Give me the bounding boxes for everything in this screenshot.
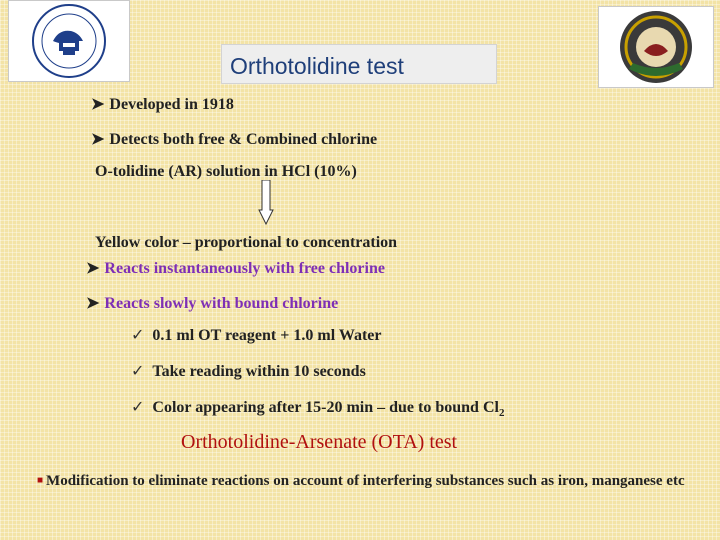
result-line: Yellow color – proportional to concentration	[95, 234, 398, 251]
square-bullet-icon: ■	[37, 475, 44, 486]
check-reading-text: Take reading within 10 seconds	[152, 363, 366, 380]
check-color-subscript: 2	[498, 407, 505, 420]
reagent-line: O-tolidine (AR) solution in HCl (10%)	[95, 163, 357, 180]
down-arrow-icon	[258, 180, 274, 231]
ota-note	[37, 470, 709, 492]
bullet-developed-text: Developed in 1918	[109, 96, 234, 113]
arrow-bullet-icon: ➤	[86, 260, 100, 277]
arrow-bullet-icon: ➤	[91, 131, 105, 148]
bullet-detects-text: Detects both free & Combined chlorine	[109, 131, 378, 148]
check-mark-icon: ✓	[131, 363, 145, 380]
bullet-slow	[86, 293, 338, 313]
bullet-instant	[86, 258, 385, 278]
title-box	[221, 44, 497, 84]
check-mark-icon: ✓	[131, 399, 145, 416]
check-mark-icon: ✓	[131, 327, 145, 344]
ota-heading: Orthotolidine-Arsenate (OTA) test	[181, 431, 458, 453]
bullet-detects	[91, 129, 377, 149]
arrow-bullet-icon: ➤	[86, 295, 100, 312]
ota-note-text: Modification to eliminate reactions on account of interfering substances such as iron, manganese etc	[46, 473, 685, 489]
arrow-bullet-icon: ➤	[91, 96, 105, 113]
icar-logo	[8, 0, 130, 82]
check-reagent-text: 0.1 ml OT reagent + 1.0 ml Water	[152, 327, 382, 344]
college-logo	[598, 6, 714, 88]
bullet-developed	[91, 94, 234, 114]
bullet-instant-text: Reacts instantaneously with free chlorine	[104, 260, 385, 277]
check-reagent	[131, 325, 382, 345]
slide-title: Orthotolidine test	[230, 53, 404, 79]
bullet-slow-text: Reacts slowly with bound chlorine	[104, 295, 339, 312]
check-color	[131, 397, 504, 419]
check-color-text: Color appearing after 15-20 min – due to bound Cl	[152, 399, 499, 416]
check-reading	[131, 361, 366, 381]
